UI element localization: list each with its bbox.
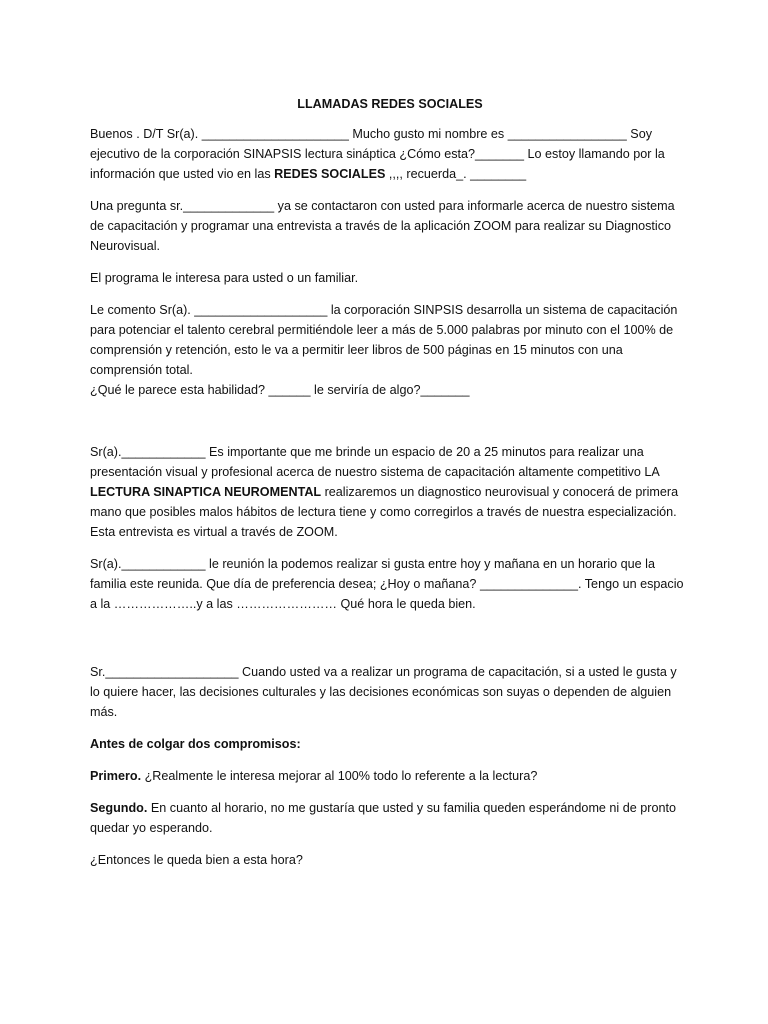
important-bold: LECTURA SINAPTICA NEUROMENTAL: [90, 485, 322, 499]
paragraph-comment: Le comento Sr(a). ___________________ la corporación SINPSIS desarrolla un sistema de capacitación para potenciar el talento cerebral permitiéndole leer a más de 5.000 palabras por minuto con el 100% de comprensión y retención, esto le va a permitir leer libros de 500 páginas en 15 minutos con una comprensión total.: [90, 303, 678, 377]
greeting-text-end: ,,,, recuerda_. ________: [385, 167, 527, 181]
paragraph-second: [90, 798, 690, 838]
paragraph-first: [90, 766, 690, 786]
greeting-bold: REDES SOCIALES: [274, 167, 386, 181]
paragraph-comment-question: ¿Qué le parece esta habilidad? ______ le serviría de algo?_______: [90, 383, 470, 397]
important-text: Sr(a).____________ Es importante que me brinde un espacio de 20 a 25 minutos para realizar una presentación visual y profesional acerca de nuestro sistema de capacitación altamente competitivo LA: [90, 445, 660, 479]
first-text: ¿Realmente le interesa mejorar al 100% todo lo referente a la lectura?: [141, 769, 538, 783]
first-label: Primero.: [90, 769, 142, 783]
second-text: En cuanto al horario, no me gustaría que usted y su familia queden esperándome ni de pronto quedar yo esperando.: [90, 801, 676, 835]
paragraph-closing: ¿Entonces le queda bien a esta hora?: [90, 853, 303, 867]
commitments-heading: Antes de colgar dos compromisos:: [90, 737, 301, 751]
paragraph-decisions: Sr.___________________ Cuando usted va a realizar un programa de capacitación, si a usted le gusta y lo quiere hacer, las decisiones culturales y las decisiones económicas son suyas o dependen de alguien más.: [90, 665, 677, 719]
paragraph-meeting: Sr(a).____________ le reunión la podemos realizar si gusta entre hoy y mañana en un horario que la familia este reunida. Que día de preferencia desea; ¿Hoy o mañana? ______________. Tengo un espacio a la ………………..y a las …………………… Qué hora le queda bien.: [90, 557, 684, 611]
greeting-text: Buenos . D/T Sr(a). _____________________ Mucho gusto mi nombre es _________________ Soy ejecutivo de la corporación SINAPSIS lectura sináptica ¿Cómo esta?_______ Lo estoy llamando por la información que usted vio en las: [90, 127, 665, 181]
second-label: Segundo.: [90, 801, 148, 815]
paragraph-important: [90, 442, 690, 542]
document-title: LLAMADAS REDES SOCIALES: [297, 97, 483, 111]
paragraph-greeting: [90, 124, 690, 184]
paragraph-commitments-heading: [90, 734, 690, 754]
paragraph-program: El programa le interesa para usted o un familiar.: [90, 271, 359, 285]
document-page: [90, 94, 690, 870]
important-text-end: realizaremos un diagnostico neurovisual y conocerá de primera mano que posibles malos hábitos de lectura tiene y como corregirlos a través de nuestra especialización. Esta entrevista es virtual a través de ZOOM.: [90, 485, 679, 539]
paragraph-question: Una pregunta sr._____________ ya se contactaron con usted para informarle acerca de nuestro sistema de capacitación y programar una entrevista a través de la aplicación ZOOM para realizar su Diagnostico Neurovisual.: [90, 199, 675, 253]
